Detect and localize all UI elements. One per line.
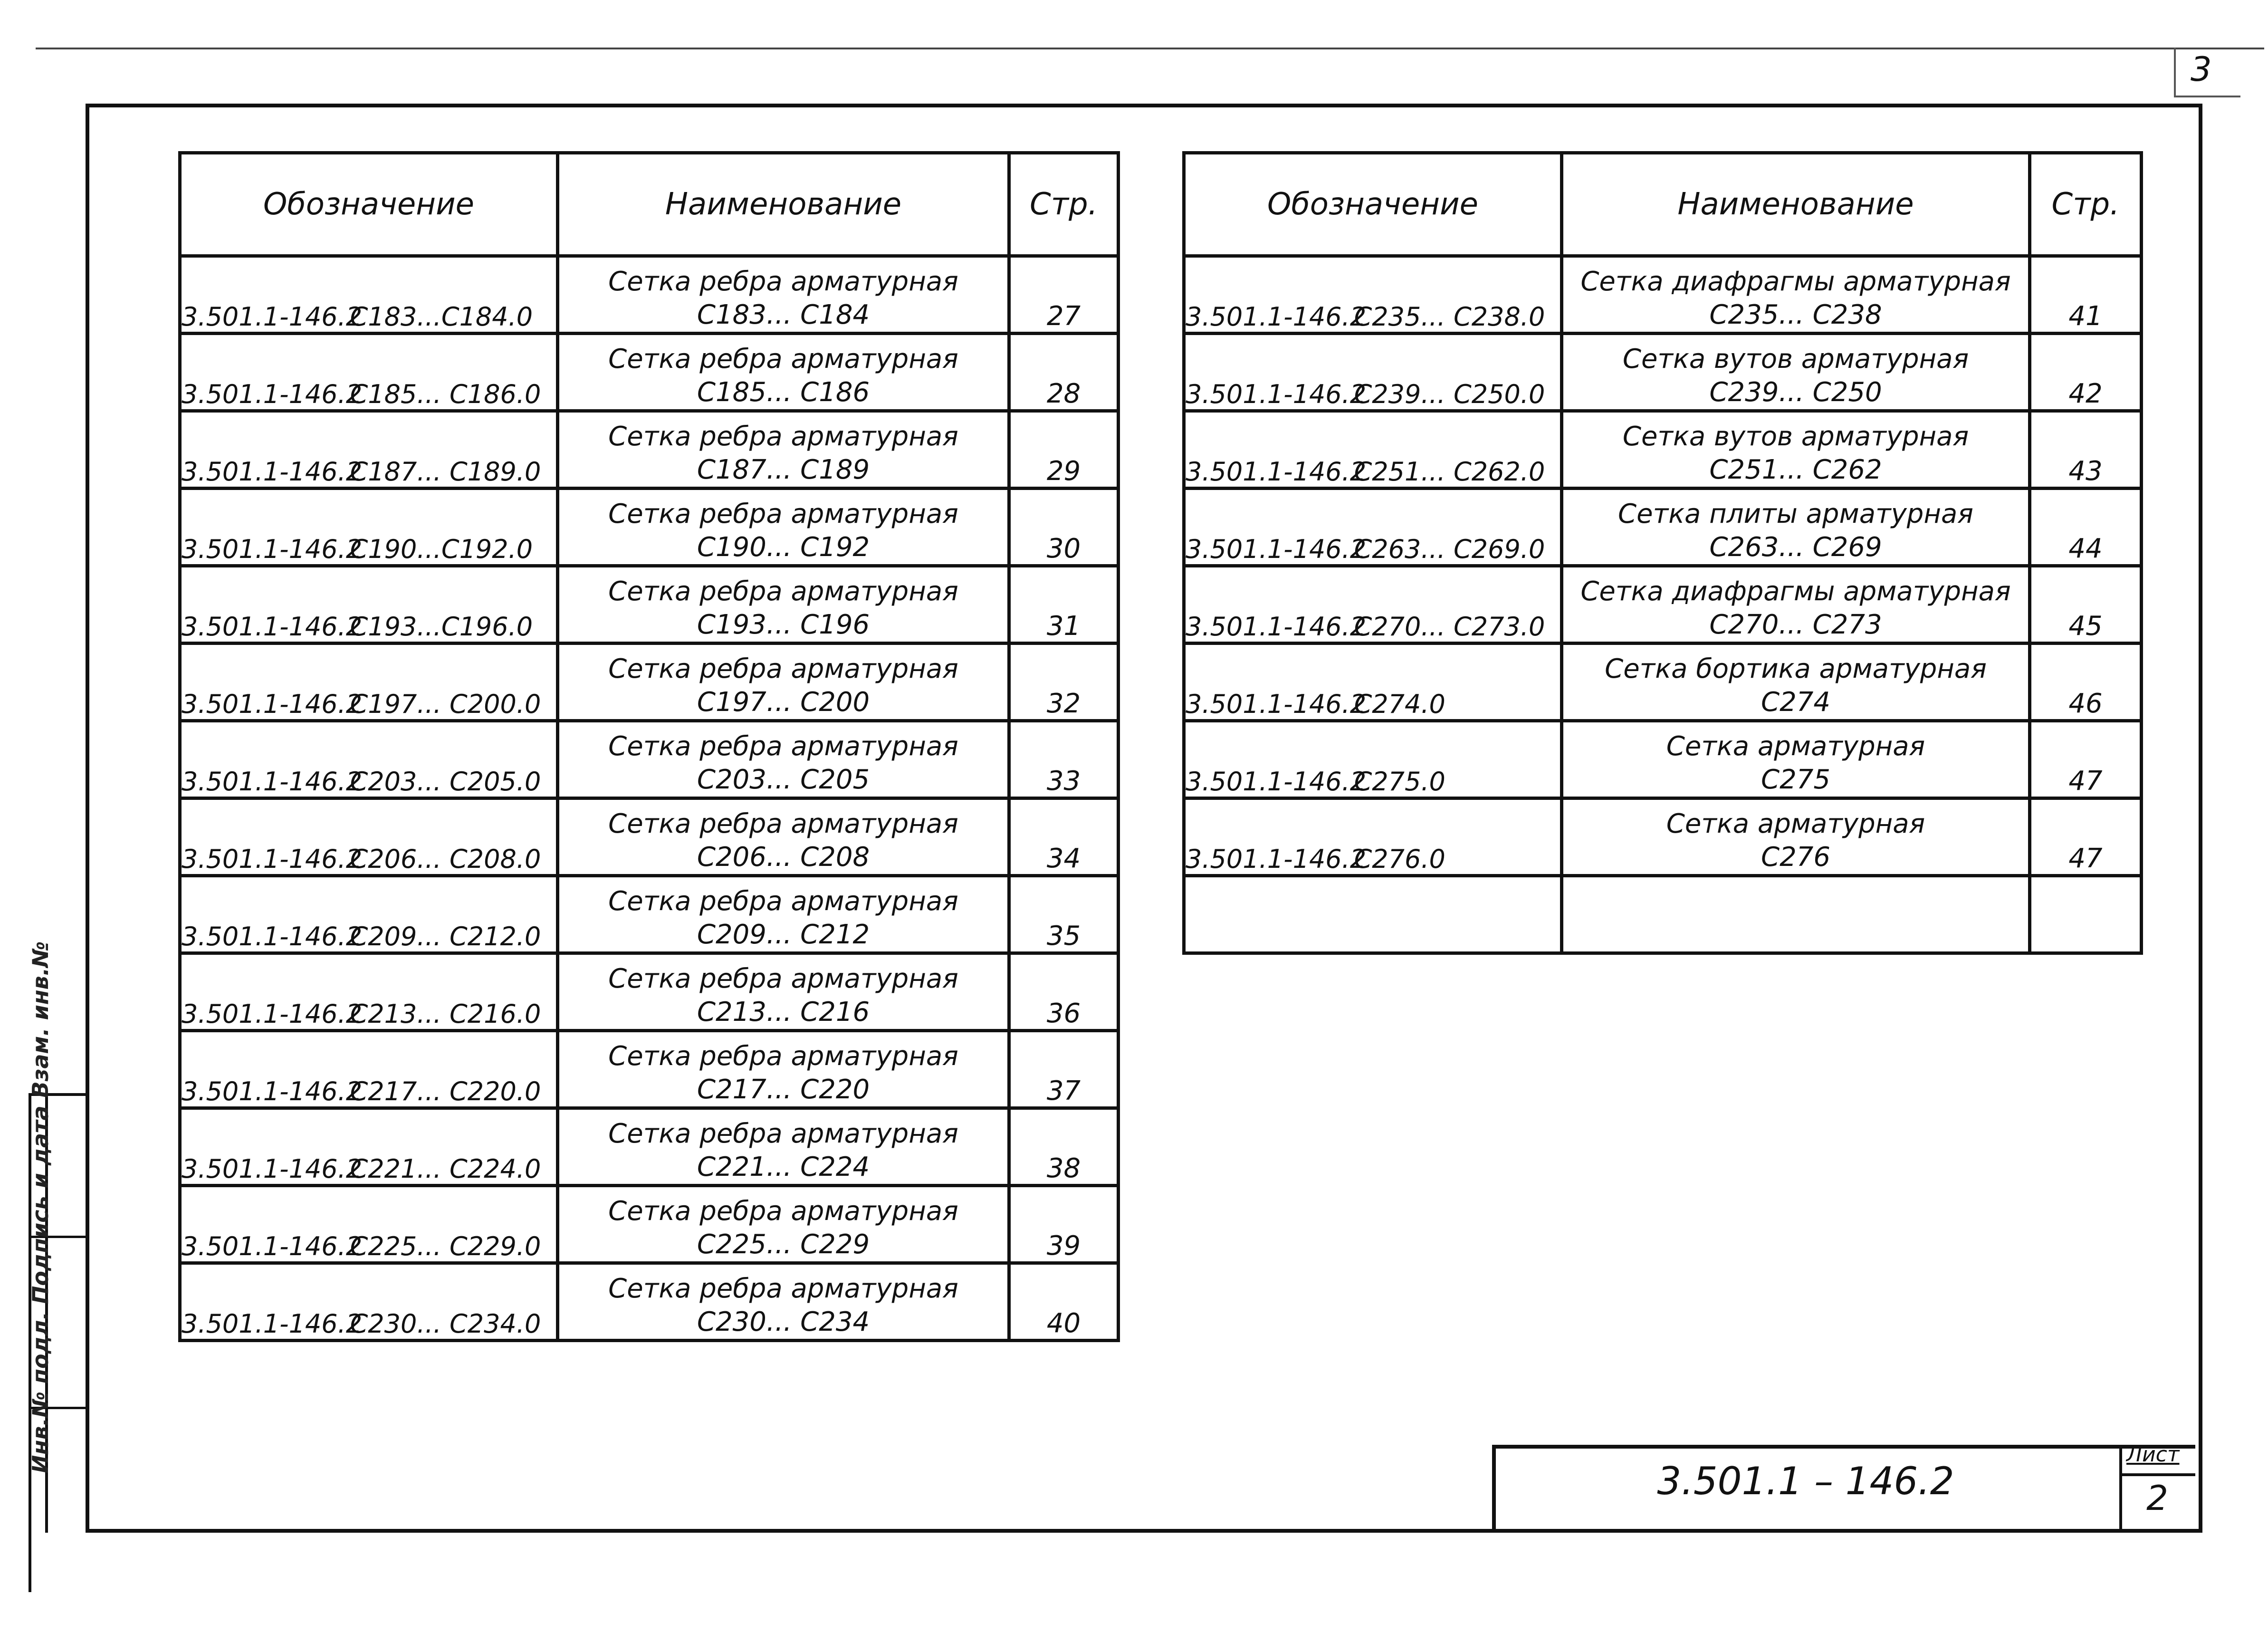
designation-cell	[1184, 411, 1562, 489]
page-cell: 31	[1009, 566, 1119, 644]
page-cell: 47	[2030, 721, 2142, 798]
name-text: Сетка плиты арматурная	[1618, 499, 1973, 529]
designation-code: 3.501.1-146.2	[1186, 457, 1367, 487]
name-text: Сетка ребра арматурная	[608, 808, 958, 839]
name-cell	[1562, 334, 2030, 411]
name-cell	[558, 876, 1009, 953]
name-text: Сетка ребра арматурная	[608, 653, 958, 684]
designation-code: 3.501.1-146.2	[182, 1309, 363, 1339]
table-row	[1184, 256, 2142, 334]
name-range: С217... С220	[697, 1074, 870, 1105]
name-range: С235... С238	[1709, 299, 1882, 330]
document-number: 3.501.1 – 146.2	[1657, 1459, 1954, 1503]
page-cell: 35	[1009, 876, 1119, 953]
name-cell	[558, 489, 1009, 566]
name-text: Сетка ребра арматурная	[608, 1273, 958, 1304]
table-row	[180, 1263, 1119, 1341]
designation-range: С274.0	[1354, 689, 1445, 719]
designation-code: 3.501.1-146.2	[182, 689, 363, 719]
designation-code: 3.501.1-146.2	[182, 1076, 363, 1106]
designation-cell	[1184, 256, 1562, 334]
name-cell	[558, 1031, 1009, 1108]
table-row	[180, 721, 1119, 798]
name-range: С230... С234	[697, 1306, 870, 1337]
page-cell: 42	[2030, 334, 2142, 411]
designation-range: С235... С238.0	[1354, 302, 1545, 332]
name-text: Сетка ребра арматурная	[608, 963, 958, 994]
name-range: С190... С192	[697, 532, 870, 563]
name-range: С213... С216	[697, 997, 870, 1028]
name-text: Сетка вутов арматурная	[1622, 421, 1969, 452]
name-cell	[1562, 798, 2030, 876]
designation-range: С187... С189.0	[350, 457, 541, 487]
designation-cell	[180, 798, 558, 876]
name-cell	[558, 1186, 1009, 1263]
page-number: 3	[2191, 50, 2212, 89]
designation-code: 3.501.1-146.2	[182, 302, 363, 332]
designation-range: С251... С262.0	[1354, 457, 1545, 487]
name-cell	[1562, 721, 2030, 798]
table-header-row	[1184, 153, 2142, 256]
header-designation: Обозначение	[180, 153, 558, 256]
sheet-label: Лист	[2126, 1442, 2180, 1467]
designation-cell	[180, 411, 558, 489]
name-cell	[558, 721, 1009, 798]
name-text: Сетка ребра арматурная	[608, 1118, 958, 1149]
designation-cell	[1184, 644, 1562, 721]
name-cell	[1562, 256, 2030, 334]
table-row	[180, 1108, 1119, 1186]
table-row	[180, 953, 1119, 1031]
name-range: С183... С184	[697, 299, 870, 330]
page-cell: 33	[1009, 721, 1119, 798]
designation-range: С217... С220.0	[350, 1076, 541, 1106]
page-cell: 41	[2030, 256, 2142, 334]
page-cell: 36	[1009, 953, 1119, 1031]
designation-code: 3.501.1-146.2	[182, 612, 363, 642]
designation-cell	[180, 1263, 558, 1341]
designation-cell	[180, 489, 558, 566]
name-cell	[558, 256, 1009, 334]
name-cell	[1562, 566, 2030, 644]
sheet-number: 2	[2146, 1478, 2168, 1518]
page-cell: 27	[1009, 256, 1119, 334]
table-row	[180, 566, 1119, 644]
table-row	[1184, 411, 2142, 489]
table-row	[1184, 566, 2142, 644]
name-text: Сетка ребра арматурная	[608, 1041, 958, 1072]
designation-code: 3.501.1-146.2	[1186, 767, 1367, 797]
page-cell: 37	[1009, 1031, 1119, 1108]
name-text: Сетка ребра арматурная	[608, 731, 958, 762]
designation-code: 3.501.1-146.2	[1186, 302, 1367, 332]
page-cell: 32	[1009, 644, 1119, 721]
name-text: Сетка диафрагмы арматурная	[1580, 576, 2011, 607]
page-cell: 45	[2030, 566, 2142, 644]
name-range: С206... С208	[697, 842, 870, 873]
name-range: С193... С196	[697, 609, 870, 640]
header-designation: Обозначение	[1184, 153, 1562, 256]
table-row	[180, 1186, 1119, 1263]
designation-code: 3.501.1-146.2	[182, 1231, 363, 1261]
header-page: Стр.	[1009, 153, 1119, 256]
left-spec-table	[178, 151, 1120, 1342]
designation-range: С183...С184.0	[350, 302, 533, 332]
name-range: С197... С200	[697, 687, 870, 718]
right-spec-table	[1182, 151, 2143, 955]
name-cell	[558, 798, 1009, 876]
name-text: Сетка ребра арматурная	[608, 421, 958, 452]
page-cell: 47	[2030, 798, 2142, 876]
name-cell	[558, 1108, 1009, 1186]
page-cell: 28	[1009, 334, 1119, 411]
designation-range: С230... С234.0	[350, 1309, 541, 1339]
designation-cell	[1184, 334, 1562, 411]
name-range: С251... С262	[1709, 454, 1882, 485]
header-name: Наименование	[558, 153, 1009, 256]
table-row	[180, 411, 1119, 489]
sheet-divider	[2119, 1473, 2195, 1476]
designation-range: С193...С196.0	[350, 612, 533, 642]
designation-cell	[180, 953, 558, 1031]
designation-cell	[180, 1108, 558, 1186]
page-cell: 39	[1009, 1186, 1119, 1263]
designation-cell	[180, 644, 558, 721]
table-row	[1184, 489, 2142, 566]
designation-range: С225... С229.0	[350, 1231, 541, 1261]
name-cell	[1562, 489, 2030, 566]
page-cell: 30	[1009, 489, 1119, 566]
table-row	[180, 876, 1119, 953]
designation-cell	[180, 721, 558, 798]
name-range: С239... С250	[1709, 377, 1882, 408]
designation-range: С239... С250.0	[1354, 379, 1545, 409]
empty-cell	[2030, 876, 2142, 953]
name-range: С225... С229	[697, 1229, 870, 1260]
name-range: С203... С205	[697, 764, 870, 795]
page-cell: 34	[1009, 798, 1119, 876]
designation-code: 3.501.1-146.2	[1186, 534, 1367, 564]
designation-code: 3.501.1-146.2	[1186, 612, 1367, 642]
name-text: Сетка ребра арматурная	[608, 1196, 958, 1227]
designation-range: С203... С205.0	[350, 767, 541, 797]
name-cell	[558, 566, 1009, 644]
designation-cell	[180, 1031, 558, 1108]
designation-range: С263... С269.0	[1354, 534, 1545, 564]
table-row	[180, 489, 1119, 566]
header-name: Наименование	[1562, 153, 2030, 256]
page-cell: 46	[2030, 644, 2142, 721]
empty-cell	[1562, 876, 2030, 953]
name-range: С221... С224	[697, 1152, 870, 1182]
top-border-line	[36, 48, 2264, 49]
name-cell	[1562, 644, 2030, 721]
designation-cell	[1184, 566, 1562, 644]
table-row	[180, 334, 1119, 411]
designation-range: С209... С212.0	[350, 922, 541, 951]
name-range: С185... С186	[697, 377, 870, 408]
designation-cell	[1184, 489, 1562, 566]
designation-code: 3.501.1-146.2	[182, 534, 363, 564]
table-row	[180, 1031, 1119, 1108]
designation-code: 3.501.1-146.2	[1186, 844, 1367, 874]
name-cell	[558, 334, 1009, 411]
designation-code: 3.501.1-146.2	[182, 767, 363, 797]
designation-code: 3.501.1-146.2	[182, 922, 363, 951]
table-row	[1184, 644, 2142, 721]
name-text: Сетка ребра арматурная	[608, 266, 958, 297]
empty-cell	[1184, 876, 1562, 953]
page-cell: 40	[1009, 1263, 1119, 1341]
designation-code: 3.501.1-146.2	[182, 999, 363, 1029]
name-range: С274	[1761, 687, 1830, 718]
table-row	[180, 256, 1119, 334]
page-cell: 38	[1009, 1108, 1119, 1186]
name-range: С275	[1761, 764, 1830, 795]
designation-range: С276.0	[1354, 844, 1445, 874]
designation-code: 3.501.1-146.2	[1186, 379, 1367, 409]
designation-range: С275.0	[1354, 767, 1445, 797]
name-text: Сетка ребра арматурная	[608, 499, 958, 529]
designation-cell	[180, 566, 558, 644]
designation-range: С190...С192.0	[350, 534, 533, 564]
designation-range: С197... С200.0	[350, 689, 541, 719]
page-cell: 44	[2030, 489, 2142, 566]
designation-cell	[180, 334, 558, 411]
designation-cell	[180, 876, 558, 953]
designation-range: С206... С208.0	[350, 844, 541, 874]
name-cell	[558, 411, 1009, 489]
table-header-row	[180, 153, 1119, 256]
header-page: Стр.	[2030, 153, 2142, 256]
name-cell	[558, 953, 1009, 1031]
table-row	[1184, 334, 2142, 411]
name-range: С187... С189	[697, 454, 870, 485]
designation-code: 3.501.1-146.2	[182, 1154, 363, 1184]
name-range: С209... С212	[697, 919, 870, 950]
table-row-empty	[1184, 876, 2142, 953]
name-text: Сетка арматурная	[1666, 808, 1925, 839]
margin-label: Инв.№ подл. Подпись и дата Взам. инв.№	[28, 941, 53, 1473]
designation-cell	[1184, 721, 1562, 798]
page-cell: 29	[1009, 411, 1119, 489]
name-text: Сетка арматурная	[1666, 731, 1925, 762]
name-range: С270... С273	[1709, 609, 1882, 640]
designation-range: С185... С186.0	[350, 379, 541, 409]
table-row	[180, 644, 1119, 721]
name-cell	[1562, 411, 2030, 489]
table-row	[1184, 798, 2142, 876]
name-range: С276	[1761, 842, 1830, 873]
name-text: Сетка бортика арматурная	[1605, 653, 1987, 684]
name-cell	[558, 1263, 1009, 1341]
name-text: Сетка диафрагмы арматурная	[1580, 266, 2011, 297]
table-row	[1184, 721, 2142, 798]
designation-code: 3.501.1-146.2	[182, 379, 363, 409]
designation-code: 3.501.1-146.2	[1186, 689, 1367, 719]
designation-cell	[180, 1186, 558, 1263]
name-cell	[558, 644, 1009, 721]
name-range: С263... С269	[1709, 532, 1882, 563]
designation-cell	[1184, 798, 1562, 876]
designation-code: 3.501.1-146.2	[182, 844, 363, 874]
designation-range: С270... С273.0	[1354, 612, 1545, 642]
name-text: Сетка ребра арматурная	[608, 576, 958, 607]
table-row	[180, 798, 1119, 876]
designation-code: 3.501.1-146.2	[182, 457, 363, 487]
name-text: Сетка вутов арматурная	[1622, 344, 1969, 375]
designation-range: С221... С224.0	[350, 1154, 541, 1184]
name-text: Сетка ребра арматурная	[608, 344, 958, 375]
designation-range: С213... С216.0	[350, 999, 541, 1029]
name-text: Сетка ребра арматурная	[608, 886, 958, 917]
designation-cell	[180, 256, 558, 334]
page-cell: 43	[2030, 411, 2142, 489]
